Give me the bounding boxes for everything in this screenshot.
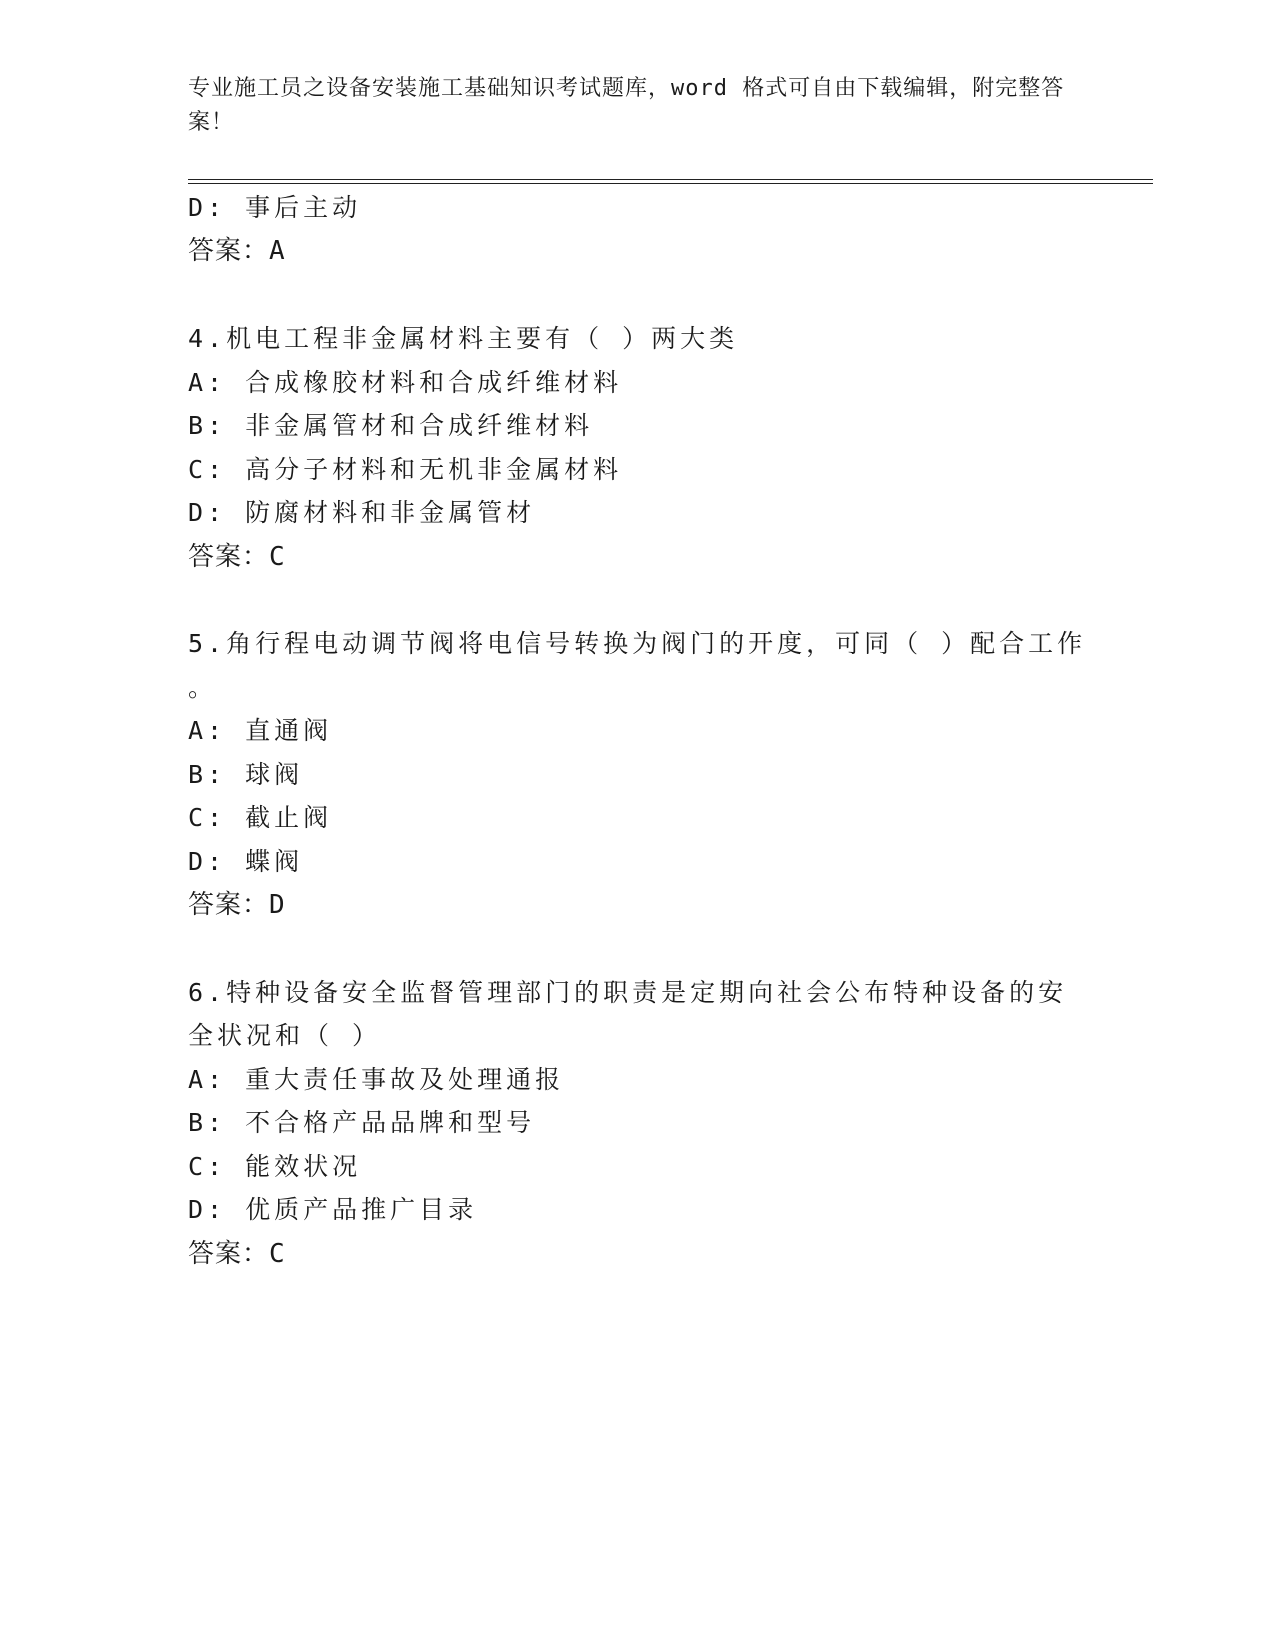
q5-stem-line2: 。 — [188, 673, 218, 702]
document-header: 专业施工员之设备安装施工基础知识考试题库，word 格式可自由下载编辑，附完整答案！ — [188, 76, 1065, 135]
q6-option-c: C: 能效状况 — [188, 1152, 362, 1181]
q6-answer: 答案：C — [188, 1239, 286, 1269]
q5-option-c: C: 截止阀 — [188, 803, 333, 832]
q6-option-a: A: 重大责任事故及处理通报 — [188, 1065, 565, 1094]
q4-stem: 4.机电工程非金属材料主要有（ ）两大类 — [188, 324, 739, 353]
q6-stem-line2: 全状况和（ ） — [188, 1021, 382, 1050]
q5-option-b: B: 球阀 — [188, 760, 304, 789]
q6-option-d: D: 优质产品推广目录 — [188, 1195, 478, 1224]
q5-option-a: A: 直通阀 — [188, 716, 333, 745]
header-divider-top — [188, 179, 1153, 180]
q4-option-c: C: 高分子材料和无机非金属材料 — [188, 455, 623, 484]
q5-answer: 答案：D — [188, 890, 286, 920]
q5-stem-line1: 5.角行程电动调节阀将电信号转换为阀门的开度，可同（ ）配合工作 — [188, 629, 1087, 658]
q6-option-b: B: 不合格产品品牌和型号 — [188, 1108, 536, 1137]
q3-option-d: D: 事后主动 — [188, 193, 362, 222]
q4-option-b: B: 非金属管材和合成纤维材料 — [188, 411, 594, 440]
q6-stem-line1: 6.特种设备安全监督管理部门的职责是定期向社会公布特种设备的安 — [188, 978, 1068, 1007]
q4-option-a: A: 合成橡胶材料和合成纤维材料 — [188, 368, 623, 397]
q4-option-d: D: 防腐材料和非金属管材 — [188, 498, 536, 527]
header-divider-bottom — [188, 183, 1153, 184]
q4-answer: 答案：C — [188, 542, 286, 572]
q5-option-d: D: 蝶阀 — [188, 847, 304, 876]
q3-answer: 答案：A — [188, 236, 286, 266]
